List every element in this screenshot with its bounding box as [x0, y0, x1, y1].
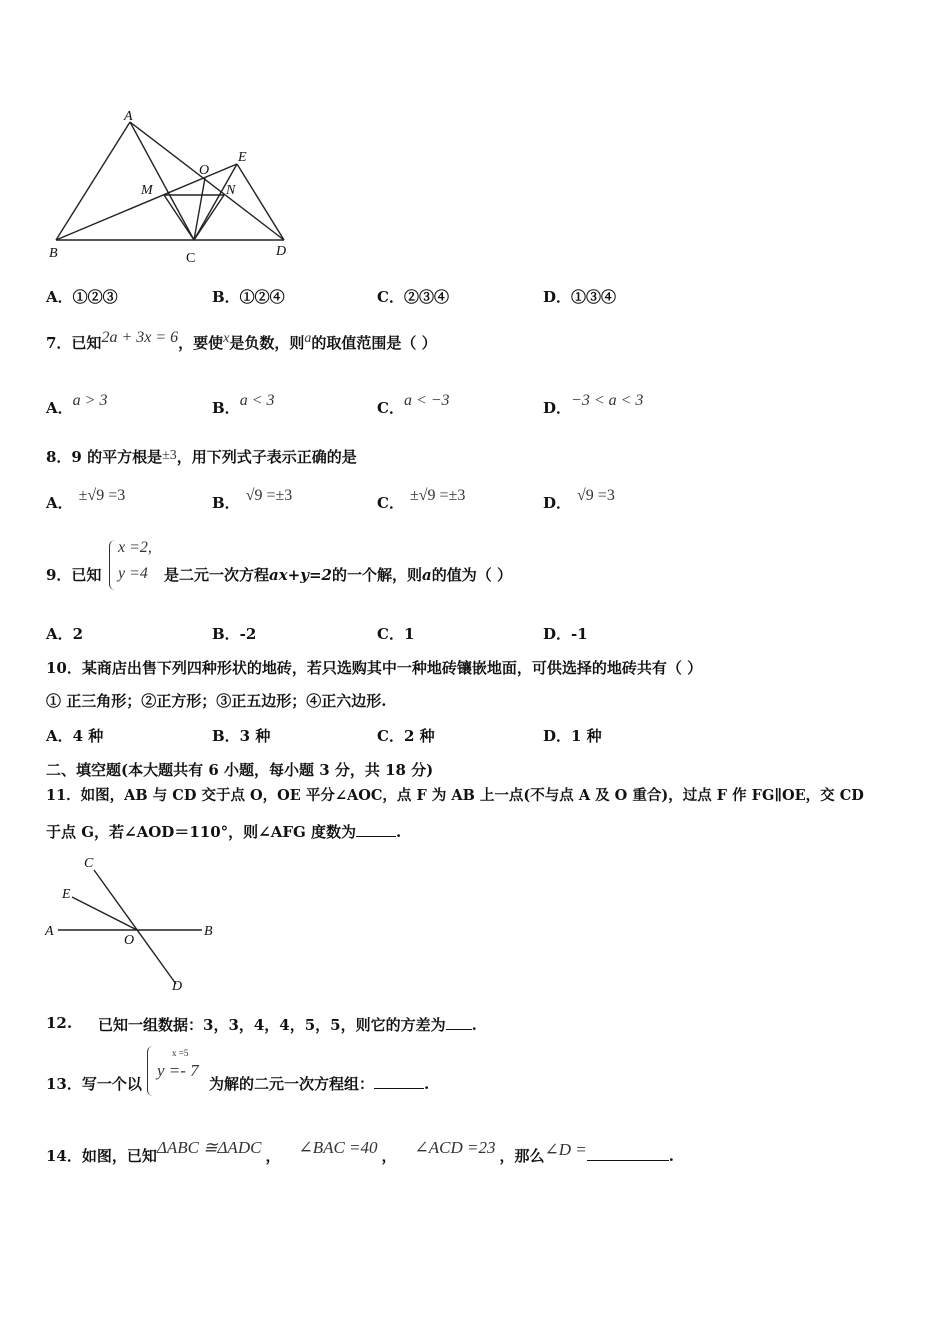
q9-text1: 是二元一次方程 — [164, 566, 270, 584]
q11-line-1: 11．如图，AB 与 CD 交于点 O，OE 平分∠AOC，点 F 为 AB 上一点(不与点 A 及 O 重合)，过点 F 作 FG∥OE，交 CD — [46, 787, 864, 804]
q14-mid: ，那么 — [499, 1147, 545, 1165]
point-label-c: C — [186, 251, 196, 266]
q7-option-d: D．−3 < a < 3 — [543, 392, 644, 417]
q14-prefix: 14．如图，已知 — [46, 1147, 157, 1165]
q6-option-b: B．①②④ — [212, 288, 285, 306]
point-label-d: D — [276, 244, 287, 259]
q13-end: . — [424, 1075, 430, 1093]
q7-option-a-math: a > 3 — [72, 392, 108, 409]
q8-option-d-math: √9 =3 — [577, 487, 615, 504]
q14-angle-acd: ∠ACD =23 — [414, 1138, 496, 1157]
q7-equation: 2a + 3x = 6 — [101, 329, 179, 346]
q7-var-x: x — [223, 331, 230, 346]
q14-answer-blank[interactable] — [587, 1160, 669, 1161]
point-label-b: B — [49, 246, 58, 261]
q12-answer-blank[interactable] — [446, 1029, 472, 1030]
question-8 — [46, 446, 357, 467]
q10-option-a: A．4 种 — [46, 727, 104, 745]
q14-congruence: ΔABC ≅ΔADC — [156, 1138, 262, 1157]
q9-text3: 的值为（ ） — [431, 566, 512, 584]
q9-var: a — [421, 566, 432, 584]
q14-end: . — [668, 1147, 675, 1165]
q9-option-b: B．-2 — [212, 625, 257, 643]
fig2-label-c: C — [84, 856, 94, 871]
q10-shapes: ① 正三角形；②正方形；③正五边形；④正六边形. — [46, 692, 387, 710]
q9-prefix: 9．已知 — [46, 566, 102, 584]
q7-suffix: 的取值范围是（ ） — [311, 334, 437, 352]
q11-line-2-wrap — [46, 821, 401, 842]
fig2-label-d: D — [172, 979, 183, 994]
q11-end: . — [396, 823, 402, 841]
q7-mid2: 是负数，则 — [229, 334, 305, 352]
fig2-label-a: A — [45, 924, 54, 939]
q8-option-a-math: ±√9 =3 — [78, 487, 126, 504]
point-label-m: M — [141, 183, 153, 198]
q9-option-c: C．1 — [377, 625, 415, 643]
q7-option-d-math: −3 < a < 3 — [571, 392, 644, 409]
q7-option-a: A．a > 3 — [46, 392, 108, 417]
fig2-label-b: B — [204, 924, 213, 939]
q11-answer-blank[interactable] — [356, 836, 396, 837]
q8-option-b: B． √9 =±3 — [212, 487, 293, 512]
q13-prefix: 13．写一个以 — [46, 1075, 142, 1093]
point-label-a: A — [124, 109, 133, 124]
q12-text: 已知一组数据：3，3，4，4，5，5，则它的方差为 — [98, 1016, 446, 1034]
q8-option-c-math: ±√9 =±3 — [409, 487, 466, 504]
q14-sep-1: ， — [265, 1147, 281, 1165]
q9-system-line-2: y =4 — [118, 565, 148, 582]
q10-option-c: C．2 种 — [377, 727, 435, 745]
fig2-label-o: O — [124, 933, 135, 948]
q10-option-b: B．3 种 — [212, 727, 271, 745]
q8-prefix: 8．9 的平方根是 — [46, 448, 163, 466]
fig2-label-e: E — [62, 887, 71, 902]
q8-pm3: ±3 — [162, 448, 177, 463]
q7-prefix: 7．已知 — [46, 334, 102, 352]
q6-option-a: A．①②③ — [46, 288, 118, 306]
q7-option-c-math: a < −3 — [403, 392, 450, 409]
q7-var-a: a — [304, 331, 312, 346]
q6-option-d: D．①③④ — [543, 288, 617, 306]
q8-option-a: A． ±√9 =3 — [46, 487, 126, 512]
q8-option-b-math: √9 =±3 — [245, 487, 293, 504]
question-10: 10．某商店出售下列四种形状的地砖，若只选购其中一种地砖镶嵌地面，可供选择的地砖共有（ ） — [46, 659, 703, 677]
q9-text2: 的一个解，则 — [331, 566, 422, 584]
q9-system-brace — [109, 540, 116, 590]
question-13 — [209, 1073, 429, 1094]
geometry-figure-2 — [40, 852, 230, 997]
q11-line-2: 于点 G，若∠AOD＝110°，则∠AFG 度数为 — [46, 823, 357, 841]
question-14 — [46, 1138, 675, 1166]
q13-suffix: 为解的二元一次方程组： — [209, 1075, 375, 1093]
q8-option-d: D． √9 =3 — [543, 487, 615, 512]
q9-option-a: A．2 — [46, 625, 84, 643]
q7-option-b-math: a < 3 — [239, 392, 275, 409]
q7-option-c: C．a < −3 — [377, 392, 450, 417]
q8-option-c: C． ±√9 =±3 — [377, 487, 466, 512]
q9-option-d: D．-1 — [543, 625, 588, 643]
q13-system-line-2: y =- 7 — [157, 1061, 199, 1080]
geometry-figure-1 — [44, 104, 304, 269]
q9-equation: ax+y=2 — [269, 566, 332, 584]
q10-option-d: D．1 种 — [543, 727, 602, 745]
q12-number: 12. — [46, 1014, 73, 1032]
question-9-text — [164, 564, 512, 585]
q6-option-c: C．②③④ — [377, 288, 449, 306]
q7-option-b: B．a < 3 — [212, 392, 275, 417]
section-2-title: 二、填空题(本大题共有 6 小题，每小题 3 分，共 18 分) — [46, 761, 434, 779]
question-7 — [46, 329, 437, 353]
point-label-o: O — [199, 163, 210, 178]
q14-sep-2: ， — [381, 1147, 397, 1165]
q14-angle-d: ∠D = — [544, 1140, 587, 1159]
q14-angle-bac: ∠BAC =40 — [298, 1138, 378, 1157]
point-label-e: E — [238, 150, 247, 165]
q7-mid1: ，要使 — [178, 334, 224, 352]
question-12 — [98, 1014, 477, 1035]
q13-system-line-1: x =5 — [172, 1048, 189, 1058]
q9-system-line-1: x =2, — [118, 539, 152, 556]
q12-end: . — [471, 1016, 477, 1034]
q13-system-brace — [147, 1046, 153, 1096]
point-label-n: N — [226, 183, 236, 198]
q8-suffix: ，用下列式子表示正确的是 — [176, 448, 357, 466]
q13-answer-blank[interactable] — [374, 1088, 424, 1089]
